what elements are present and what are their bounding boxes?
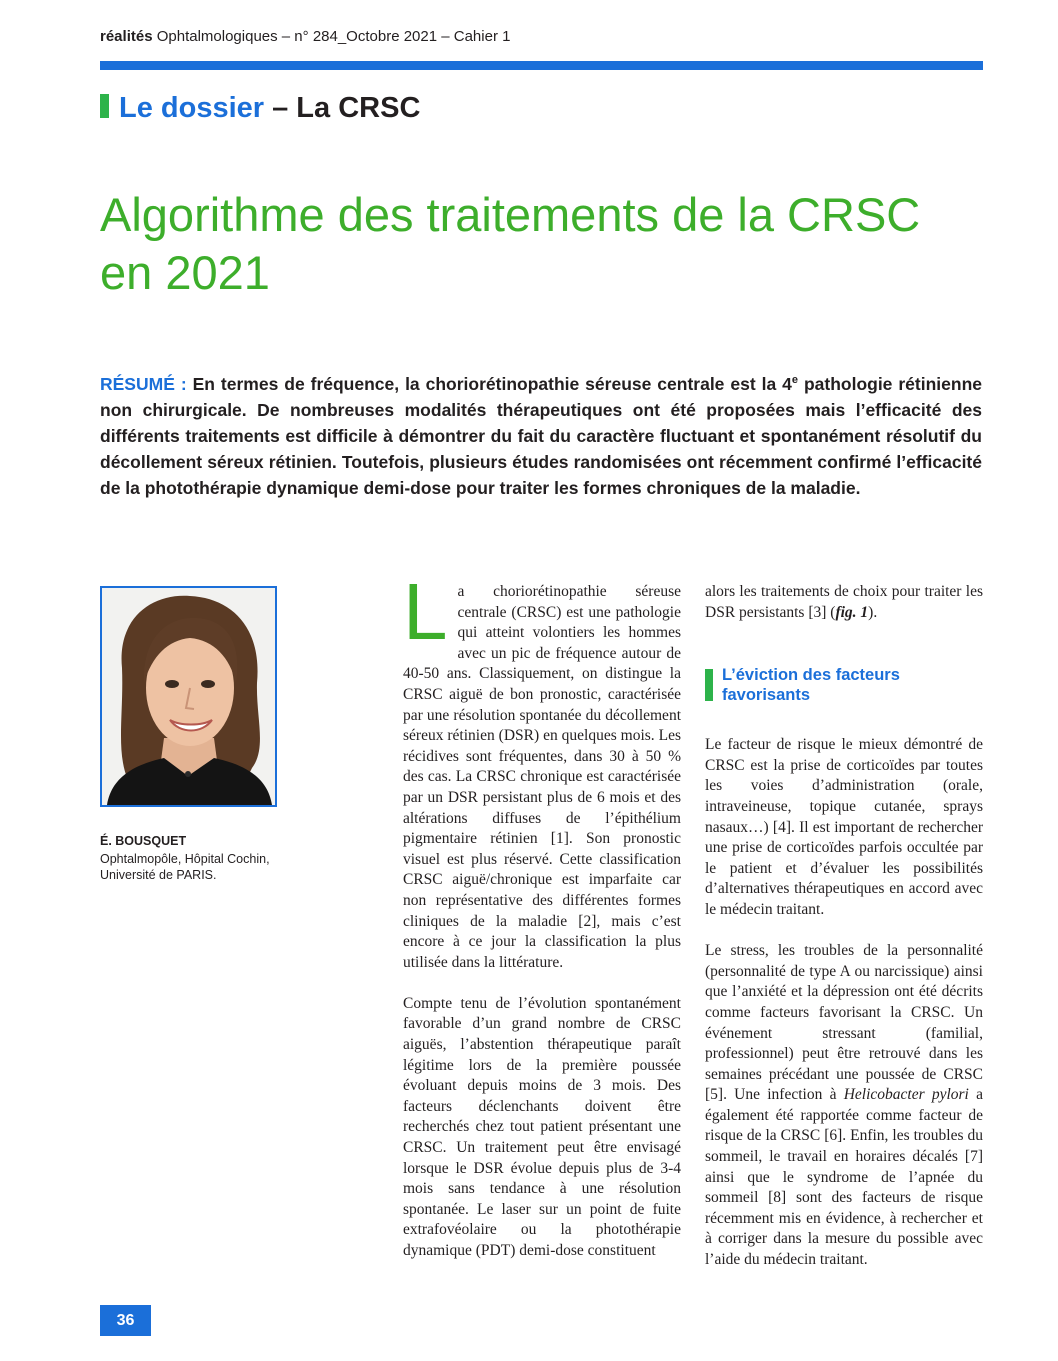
section-label: Le dossier bbox=[119, 92, 265, 124]
italic-term: Helicobacter pylori bbox=[843, 1086, 969, 1104]
paragraph-text: a choriorétinopathie séreuse centrale (CRSC) est une pathologie qui atteint volontiers les hommes avec un pic de fréquence autour de 40-50 ans. Classiquement, on distingue la CRSC aiguë de bon pronostic, caractérisée par une résolution spontanée du décollement séreux rétinien (DSR) en quelques mois. Les récidives sont fréquentes, dans 30 à 50 % des cas. La CRSC chronique est caractérisée par un DSR persistant plus de 6 mois et des altérations diffuses de l’épithélium pigmentaire rétinien [1]. Son pronostic visuel est plus réservé. Cette classification CRSC aiguë/chronique est imparfaite car non représentative des différentes formes cliniques de la maladie [2], mais c’est encore à ce jour la classification la plus utilisée dans la littérature. bbox=[403, 583, 681, 971]
body-paragraph: Le facteur de risque le mieux démontré de CRSC est la prise de corticoïdes par toutes les voies d’administration (orale, intraveineuse, topique cutanée, sprays nasaux…) [4]. Il est important de rechercher une prise de corticoïdes parfois occultée par le patient et d’évaluer les possibilités d’alternatives thérapeutiques en accord avec le médecin traitant. bbox=[705, 736, 983, 918]
body-paragraph bbox=[403, 567, 681, 973]
body-paragraph bbox=[705, 941, 983, 1271]
body-paragraph bbox=[705, 582, 983, 623]
author-photo bbox=[100, 586, 277, 807]
section-heading bbox=[100, 92, 420, 125]
drop-cap: L bbox=[403, 567, 448, 656]
subheading bbox=[705, 665, 983, 705]
paragraph-text: a également été rapportée comme facteur de risque de la CRSC [6]. Enfin, les troubles du sommeil, le travail en horaires décalés [7] ainsi que le syndrome de l’apnée du sommeil [8] sont des facteurs de risque récemment mis en évidence, à rechercher et à corriger dans la mesure du possible avec l’aide du médecin traitant. bbox=[705, 1086, 983, 1269]
body-column-2 bbox=[705, 582, 983, 1271]
author-affiliation bbox=[100, 851, 300, 883]
section-topic: – La CRSC bbox=[272, 92, 421, 124]
header-rule bbox=[100, 61, 983, 70]
abstract-text-1: En termes de fréquence, la choriorétinopathie séreuse centrale est la 4 bbox=[186, 373, 792, 394]
body-paragraph: Compte tenu de l’évolution spontanément favorable d’un grand nombre de CRSC aiguës, l’abstention thérapeutique paraît légitime lors de la première poussée évoluant depuis moins de 3 mois. Des facteurs déclenchants doivent être recherchés chez tout patient présentant une CRSC. Un traitement peut être envisagé lorsque le DSR évolue depuis plus de 3-4 mois sans tendance à une résolution spontanée. Le laser sur un point de fuite extrafovéolaire ou la photothérapie dynamique (PDT) demi-dose constituent bbox=[403, 994, 681, 1259]
subheading-text: L’éviction des facteurs favorisants bbox=[722, 666, 900, 705]
abstract bbox=[100, 367, 982, 501]
body-column-1 bbox=[403, 567, 681, 1262]
journal-issue: Ophtalmologiques – n° 284_Octobre 2021 – Cahier 1 bbox=[156, 28, 511, 45]
paragraph-text: Le stress, les troubles de la personnalité (personnalité de type A ou narcissique) ainsi que l’anxiété et la dépression ont été décrits comme facteurs favorisant la CRSC. Un événement stressant (familial, professionnel) peut être retrouvé dans les semaines précédant une poussée de CRSC [5]. Une infection à bbox=[705, 942, 983, 1104]
journal-brand: réalités bbox=[100, 28, 153, 45]
subheading-marker-bar bbox=[705, 669, 713, 701]
author-affiliation-line: Ophtalmopôle, Hôpital Cochin, bbox=[100, 852, 270, 866]
author-affiliation-line: Université de PARIS. bbox=[100, 868, 217, 882]
paragraph-text: alors les traitements de choix pour traiter les DSR persistants [3] ( bbox=[705, 583, 983, 621]
abstract-label: RÉSUMÉ : bbox=[100, 373, 187, 394]
section-marker-bar bbox=[100, 94, 109, 118]
figure-reference: fig. 1 bbox=[835, 603, 869, 621]
running-head bbox=[100, 28, 510, 45]
author-portrait-image bbox=[102, 588, 275, 805]
abstract-superscript: e bbox=[791, 374, 798, 386]
author-name: É. BOUSQUET bbox=[100, 834, 187, 848]
abstract-text-2: pathologie rétinienne non chirurgicale. De nombreuses modalités thérapeutiques ont été proposées mais l’efficacité des différents traitements est difficile à démontrer du fait du caractère fluctuant et spontanément résolutif du décollement séreux rétinien. Toutefois, plusieurs études randomisées ont récemment confirmé l’efficacité de la photothérapie dynamique demi-dose pour traiter les formes chroniques de la maladie. bbox=[100, 373, 982, 498]
paragraph-text: ). bbox=[868, 603, 878, 621]
article-title: Algorithme des traitements de la CRSC en 2021 bbox=[100, 188, 921, 299]
page-number: 36 bbox=[100, 1305, 151, 1336]
